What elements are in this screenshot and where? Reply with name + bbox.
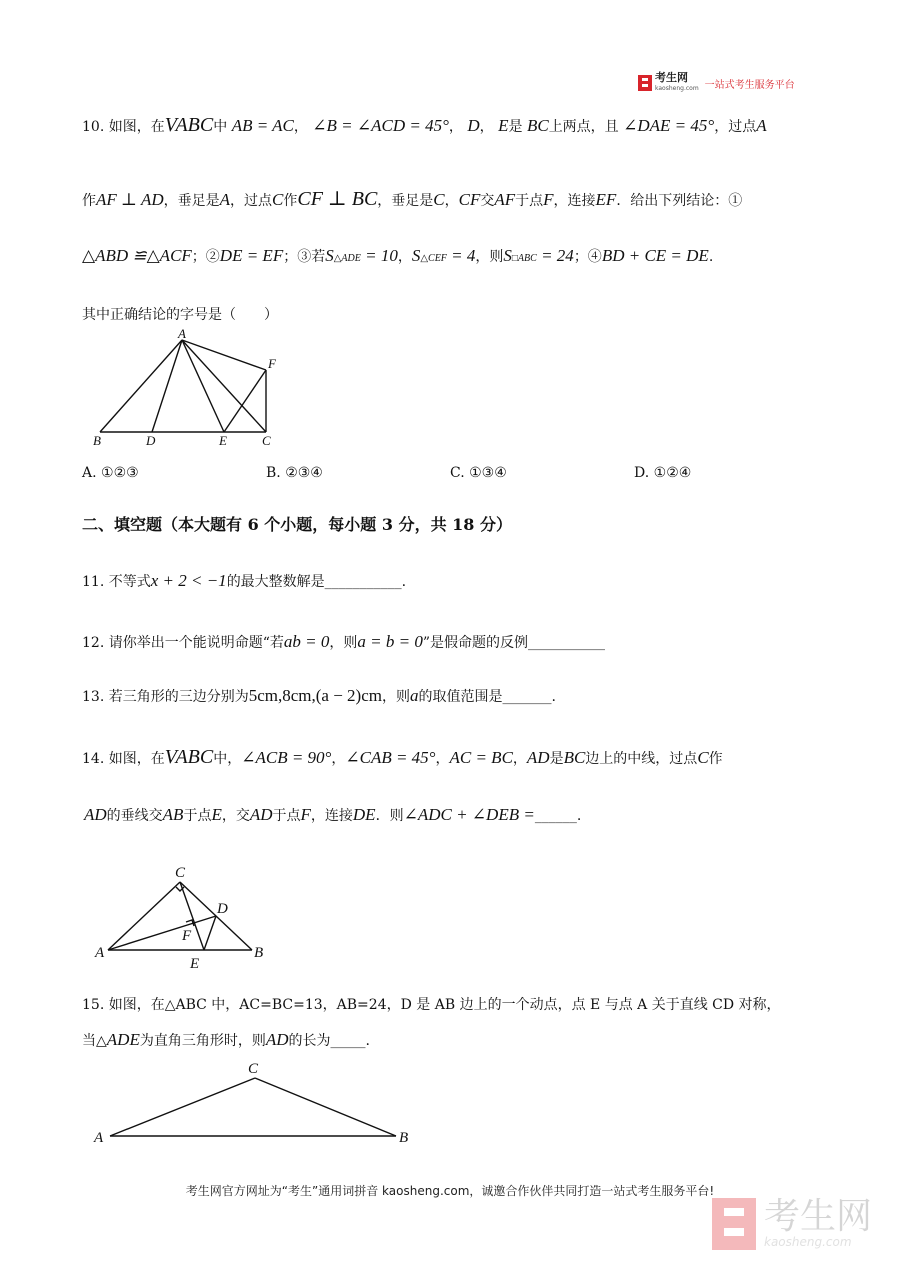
text: 交 [480, 193, 495, 209]
math: 5cm,8cm,(a − 2)cm [248, 686, 382, 705]
text: 上两点，且 [548, 119, 619, 135]
q10-option-d[interactable] [634, 465, 691, 481]
math: BC [526, 116, 549, 135]
q10-line2 [82, 186, 742, 211]
q13 [82, 686, 556, 706]
text: ， [479, 119, 494, 135]
label-b: B [254, 945, 264, 961]
math-subscript: △ADE [333, 253, 361, 264]
edge-ad [152, 340, 182, 432]
text: ， [448, 119, 463, 135]
option-text: ①②③ [101, 465, 139, 481]
label-a: A [94, 1130, 104, 1146]
option-text: ①②④ [653, 465, 692, 481]
text: 的垂线交 [106, 808, 163, 824]
text: 边上的中线，过点 [585, 751, 698, 767]
text: ，交 [221, 808, 250, 824]
math: ∠ACB = 90° [241, 748, 332, 767]
option-text: ②③④ [285, 465, 323, 481]
text: 如图，在 [108, 119, 165, 135]
math: VABC [164, 114, 214, 136]
text: 二、填空题（本大题有 [82, 515, 248, 534]
text: 于点 [183, 808, 212, 824]
q10-option-a[interactable] [82, 465, 139, 481]
q11 [82, 571, 406, 591]
text: 中， [213, 751, 242, 767]
text: ，连接 [310, 808, 353, 824]
label-f: F [268, 356, 276, 371]
text: ， [331, 751, 346, 767]
math: S [411, 246, 421, 265]
text: . [708, 249, 714, 265]
text: 分） [474, 515, 513, 534]
label-b: B [93, 433, 101, 448]
math: ∠CAB = 45° [345, 748, 436, 767]
math: AD [84, 805, 107, 824]
edge-ab [100, 340, 182, 432]
section2-heading [82, 512, 512, 535]
text: ，连接 [553, 193, 596, 209]
watermark-name: 考生网 kaosheng.com [764, 1196, 873, 1249]
math: AF [494, 190, 516, 209]
q14-number: 14. [82, 751, 105, 767]
q10-prompt: 其中正确结论的字号是（ ） [82, 307, 278, 323]
label-e: E [219, 433, 227, 448]
math: F [300, 805, 311, 824]
edge-ae [182, 340, 224, 432]
math: A [756, 116, 767, 135]
edge-af [182, 340, 266, 370]
math: D [467, 116, 480, 135]
text: 为直角三角形时，则 [139, 1033, 266, 1049]
text: ______. [534, 808, 582, 824]
q14-line1 [82, 746, 723, 769]
option-text: ①③④ [469, 465, 507, 481]
edge-de [204, 916, 216, 950]
q10-line1 [82, 114, 767, 137]
edge-cb [255, 1078, 396, 1136]
edge-ac [108, 882, 180, 950]
q15-line1: 15. 如图，在△ABC 中，AC=BC=13，AB=24，D 是 AB 边上的一个动点，点 E 与点 A 关于直线 CD 对称， [82, 997, 781, 1013]
math: x + 2 < −1 [150, 571, 227, 590]
text: 若三角形的三边分别为 [108, 689, 249, 705]
q10-number: 10. [82, 119, 105, 135]
text: 的最大整数解是___________. [226, 574, 407, 590]
text: 分，共 [393, 515, 453, 534]
math: △ABD ≌△ACF [82, 246, 192, 265]
text: 6 [247, 515, 259, 534]
q10-figure [90, 328, 290, 450]
math: AF ⊥ AD [96, 190, 164, 209]
math: = 10 [360, 246, 398, 265]
math: = 4 [446, 246, 476, 265]
q11-number: 11. [82, 574, 105, 590]
math: VABC [164, 746, 214, 768]
logo-slogan: 一站式考生服务平台 [704, 79, 795, 91]
math: AC = BC [449, 748, 513, 767]
text: 作 [708, 751, 723, 767]
math: ∠DAE = 45° [623, 116, 715, 135]
q10-line3 [82, 246, 713, 266]
math: BD + CE = DE [601, 246, 709, 265]
q10-option-b[interactable] [266, 465, 323, 481]
math: S [503, 246, 512, 265]
math: S [325, 246, 334, 265]
label-a: A [95, 945, 105, 961]
text: 是 [508, 119, 523, 135]
math: AB [162, 805, 184, 824]
edge-ef [224, 370, 266, 432]
q13-number: 13. [82, 689, 105, 705]
math: ∠ADC + ∠DEB = [403, 805, 535, 824]
text: ．给出下列结论：① [616, 193, 743, 209]
text: 的长为_____. [288, 1033, 370, 1049]
text: 如图，在 [108, 751, 165, 767]
math: a [409, 686, 419, 705]
watermark [712, 1198, 872, 1250]
math: a = b = 0 [357, 632, 423, 651]
math: BC [563, 748, 586, 767]
math: = 24 [536, 246, 574, 265]
label-e: E [190, 956, 200, 972]
kaosheng-logo-icon [638, 75, 652, 91]
option-letter: B. [266, 465, 281, 481]
math: ADE [106, 1030, 140, 1049]
math: ∠B = ∠ACD = 45° [312, 116, 449, 135]
math: E [498, 116, 509, 135]
math: F [543, 190, 554, 209]
math: AD [249, 805, 273, 824]
q12 [82, 632, 605, 652]
text: ；③若 [283, 249, 326, 265]
edge-ac [182, 340, 266, 432]
text: ， [512, 751, 527, 767]
text: 于点 [515, 193, 544, 209]
label-d: D [146, 433, 156, 448]
math-subscript: △CEF [420, 253, 447, 264]
math: A [219, 190, 231, 209]
option-letter: C. [450, 465, 465, 481]
math: CF ⊥ BC [297, 188, 378, 210]
q12-number: 12. [82, 635, 105, 651]
edge-ad [108, 916, 216, 950]
text: 18 [452, 515, 475, 534]
text: 作 [283, 193, 298, 209]
text: 于点 [272, 808, 301, 824]
text: 3 [381, 515, 394, 534]
q10-option-c[interactable] [450, 465, 507, 481]
math: CF [458, 190, 481, 209]
q15-line2 [82, 1030, 370, 1050]
math: C [433, 190, 445, 209]
logo-name: 考生网 kaosheng.com [655, 71, 699, 92]
q14-figure [92, 860, 272, 972]
text: 的取值范围是_______. [418, 689, 556, 705]
label-b: B [399, 1130, 409, 1146]
text: ”是假命题的反例___________ [422, 635, 605, 651]
math: AD [265, 1030, 289, 1049]
option-letter: D. [634, 465, 650, 481]
text: 是 [549, 751, 564, 767]
text: ，过点 [714, 119, 757, 135]
label-f: F [182, 928, 192, 944]
math: AD [526, 748, 550, 767]
text: ，则 [475, 249, 504, 265]
text: ，则 [329, 635, 358, 651]
text: 请你举出一个能说明命题“若 [108, 635, 284, 651]
math: E [211, 805, 222, 824]
label-c: C [262, 433, 271, 448]
label-a: A [178, 328, 186, 341]
text: 不等式 [108, 574, 151, 590]
q15-figure [90, 1056, 420, 1148]
text: ，垂足是 [163, 193, 220, 209]
text: 作 [82, 193, 96, 209]
label-d: D [217, 901, 228, 917]
math: DE [352, 805, 376, 824]
label-c: C [175, 865, 186, 881]
text: ；② [191, 249, 220, 265]
watermark-url: kaosheng.com [764, 1235, 852, 1249]
text: ， [435, 751, 450, 767]
edge-ac [110, 1078, 255, 1136]
text: ．则 [375, 808, 404, 824]
page-footer: 考生网官方网址为“考生”通用词拼音 kaosheng.com，诚邀合作伙伴共同打造一站式考生服务平台! [185, 1184, 715, 1198]
math: C [272, 190, 284, 209]
text: ， [444, 193, 459, 209]
text: 当△ [82, 1033, 107, 1049]
text: 中 [213, 119, 228, 135]
text: ，则 [381, 689, 410, 705]
label-c: C [248, 1061, 259, 1077]
option-letter: A. [82, 465, 97, 481]
q14-line2 [84, 805, 581, 825]
kaosheng-watermark-icon [712, 1198, 756, 1250]
text: ，垂足是 [377, 193, 434, 209]
math: C [697, 748, 709, 767]
text: ，过点 [230, 193, 273, 209]
math: ab = 0 [283, 632, 330, 651]
math: AB = AC [231, 116, 294, 135]
text: ， [397, 249, 412, 265]
logo-url: kaosheng.com [655, 85, 699, 92]
math: DE = EF [219, 246, 284, 265]
math-subscript: □ABC [511, 253, 537, 264]
text: ；④ [573, 249, 602, 265]
text: 个小题，每小题 [258, 515, 382, 534]
math: EF [595, 190, 617, 209]
header-logo [638, 72, 795, 94]
text: ， [293, 119, 308, 135]
